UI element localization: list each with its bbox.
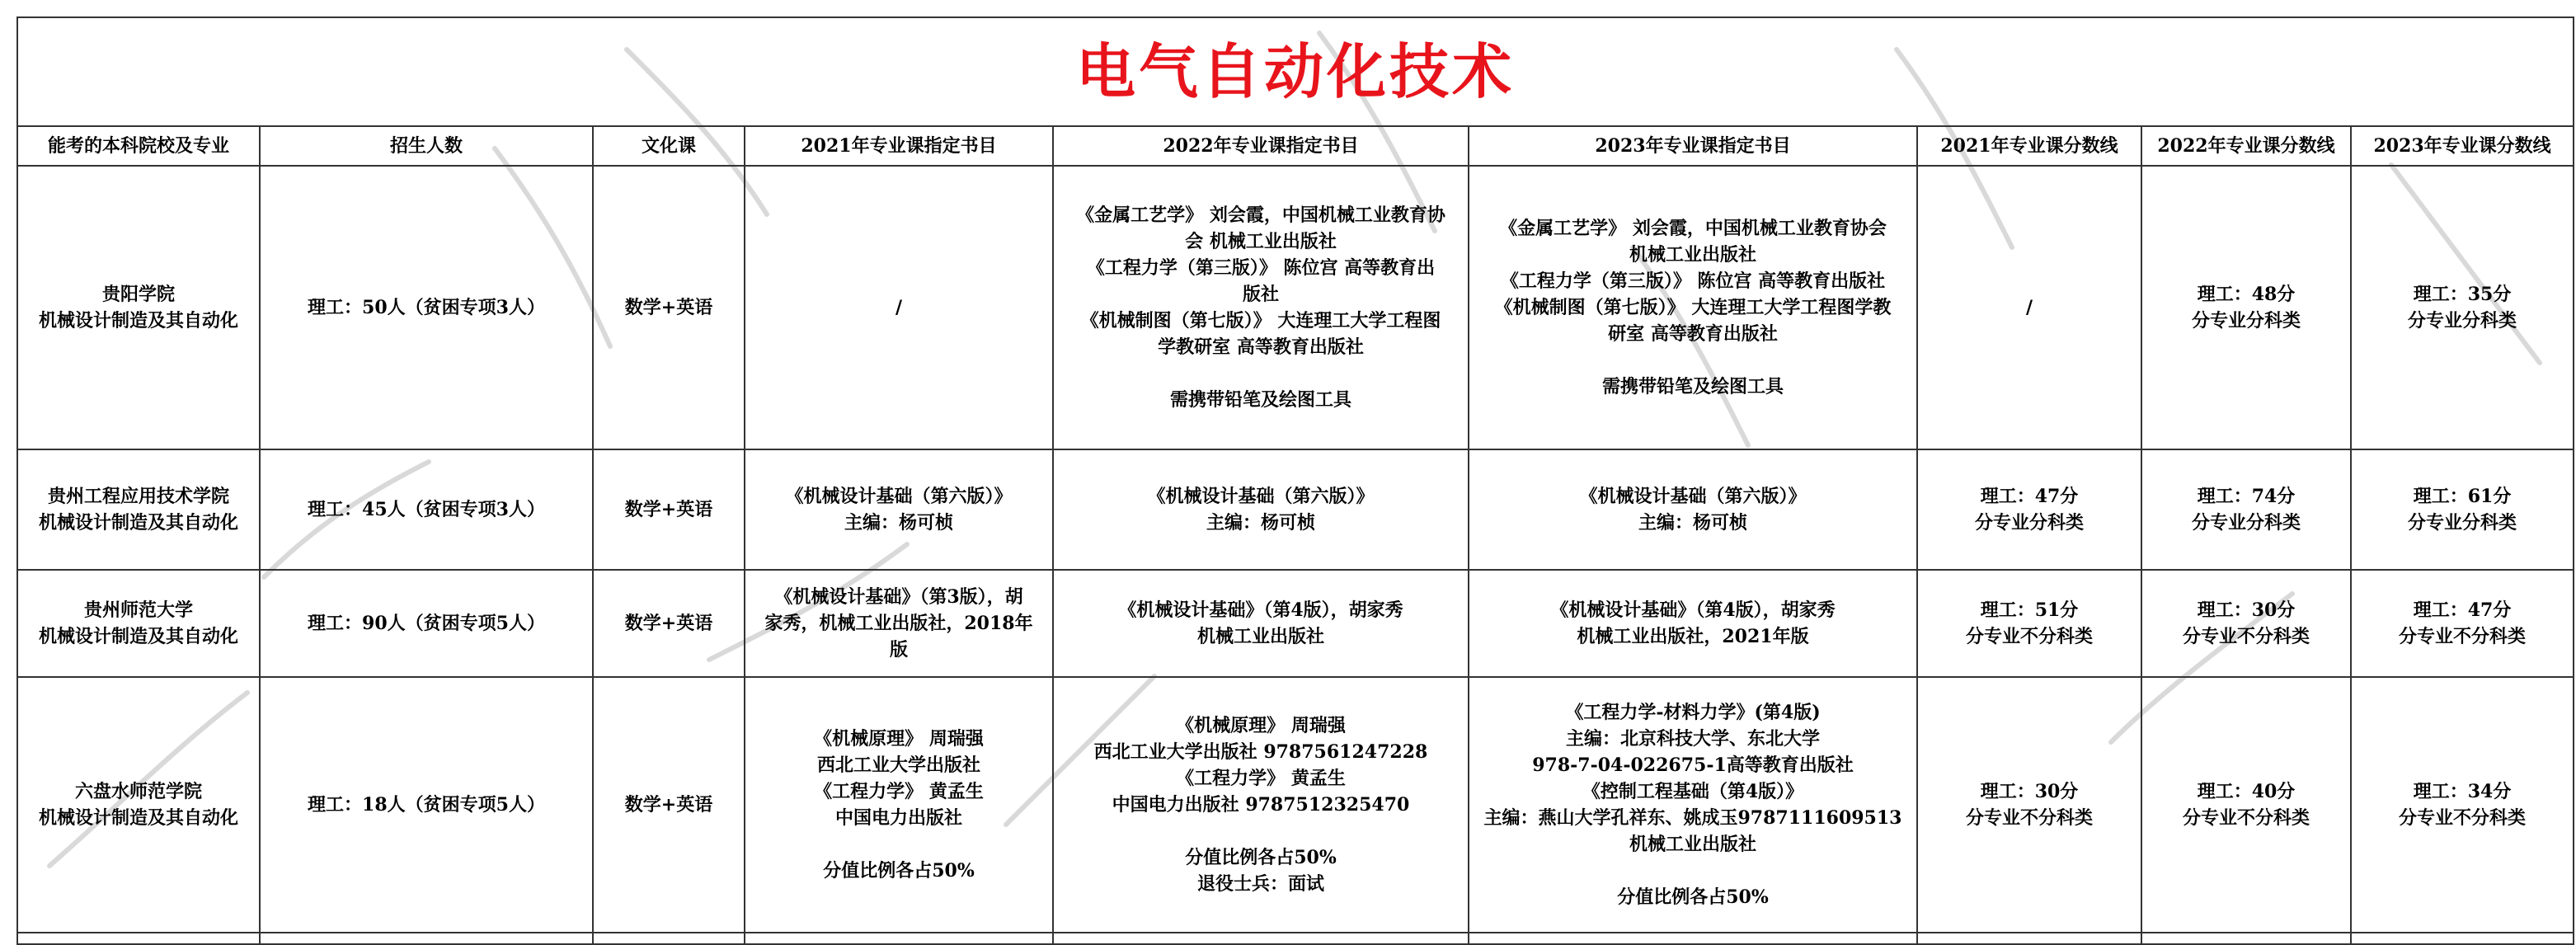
cell-line: 西北工业大学出版社	[816, 755, 980, 776]
cell-text: 理工：18人（贫困专项5人）	[308, 794, 545, 816]
cell-line: 机械工业出版社	[1629, 834, 1756, 855]
cell-line: 会 机械工业出版社	[1185, 231, 1337, 252]
cell-line: 需携带铅笔及绘图工具	[1601, 376, 1784, 397]
cell-line: 机械设计制造及其自动化	[38, 626, 238, 647]
cell-line: 版社	[1242, 284, 1279, 305]
cell-culture	[593, 677, 745, 933]
cell-line: 《机械设计基础》（第3版），胡	[774, 586, 1023, 608]
cell-line: 《工程力学（第三版）》 陈位宫 高等教育出版社	[1500, 270, 1886, 292]
cell-line: 《金属工艺学》 刘会霞，中国机械工业教育协会	[1499, 218, 1887, 239]
header-school: 能考的本科院校及专业	[17, 126, 260, 166]
cell-line: 分值比例各占50%	[1185, 847, 1337, 868]
page-title: 电气自动化技术	[1076, 37, 1516, 106]
cell-line: 主编：杨可桢	[844, 512, 953, 534]
cell-line	[1474, 858, 1911, 884]
cell-line: 分专业分科类	[1974, 512, 2084, 534]
cell-books-2022	[1053, 570, 1469, 677]
cell-line: 贵阳学院	[101, 284, 175, 305]
cell-books-2023	[1469, 166, 1917, 449]
admission-table	[16, 16, 2574, 945]
cell-line: 《机械设计基础（第六版）》	[1147, 486, 1375, 507]
cell-line: 分专业不分科类	[1965, 626, 2093, 647]
cell-line: 机械设计制造及其自动化	[38, 807, 238, 829]
cell-line: 机械设计制造及其自动化	[38, 512, 238, 534]
cell-line: 分专业分科类	[2408, 512, 2517, 534]
cell-culture	[593, 449, 745, 570]
cell-culture	[593, 166, 745, 449]
cell-line: 《工程力学》 黄孟生	[1176, 768, 1346, 789]
cell-line: 理工：47分	[1980, 486, 2079, 507]
cell-line: 分专业不分科类	[2182, 626, 2310, 647]
cell-text: 理工：50人（贫困专项3人）	[308, 297, 545, 318]
cell-books-2023	[1469, 449, 1917, 570]
cell-books-2021	[745, 677, 1053, 933]
table-row	[17, 166, 2574, 449]
cell-line: 978-7-04-022675-1高等教育出版社	[1532, 755, 1854, 776]
header-enroll: 招生人数	[260, 126, 593, 166]
header-score-2022: 2022年专业课分数线	[2141, 126, 2351, 166]
header-books-2022: 2022年专业课指定书目	[1053, 126, 1469, 166]
cell-line: 版	[889, 639, 908, 661]
cell-line: 分专业不分科类	[2399, 807, 2527, 829]
cell-line: 主编：杨可桢	[1206, 512, 1315, 534]
header-score-2021: 2021年专业课分数线	[1917, 126, 2141, 166]
cell-line: 《控制工程基础（第4版）》	[1582, 781, 1804, 802]
cell-line: 分专业不分科类	[1965, 807, 2093, 829]
cell-books-2022	[1053, 166, 1469, 449]
table-row-trailing	[17, 933, 2574, 944]
cell-line: /	[895, 297, 903, 318]
cell-line: 理工：48分	[2197, 284, 2296, 305]
cell-enroll	[260, 166, 593, 449]
cell-score-2021	[1917, 570, 2141, 677]
cell-school	[17, 449, 260, 570]
cell-school	[17, 166, 260, 449]
cell-enroll	[260, 449, 593, 570]
cell-score-2021	[1917, 677, 2141, 933]
cell-line: 机械工业出版社	[1196, 626, 1324, 647]
cell-books-2021	[745, 166, 1053, 449]
cell-line	[1059, 360, 1463, 387]
cell-line: 分专业分科类	[2191, 512, 2301, 534]
cell-text: 数学+英语	[624, 499, 713, 520]
cell-score-2023	[2351, 166, 2574, 449]
cell-score-2023	[2351, 449, 2574, 570]
cell-books-2022	[1053, 449, 1469, 570]
cell-line: 《金属工艺学》 刘会霞，中国机械工业教育协	[1076, 205, 1445, 226]
cell-score-2022	[2141, 166, 2351, 449]
cell-books-2023	[1469, 570, 1917, 677]
cell-text: 数学+英语	[624, 794, 713, 816]
admission-table-sheet	[16, 16, 2573, 945]
cell-line: 《工程力学（第三版）》 陈位宫 高等教育出	[1086, 257, 1436, 279]
cell-text: 理工：90人（贫困专项5人）	[308, 613, 545, 634]
title-cell	[17, 17, 2574, 126]
cell-enroll	[260, 570, 593, 677]
table-row	[17, 677, 2574, 933]
header-score-2023: 2023年专业课分数线	[2351, 126, 2574, 166]
cell-line: 机械工业出版社，2021年版	[1577, 626, 1809, 647]
cell-line: 《机械设计基础（第六版）》	[1579, 486, 1807, 507]
cell-enroll	[260, 677, 593, 933]
cell-line: 贵州工程应用技术学院	[47, 486, 229, 507]
cell-line: 理工：35分	[2413, 284, 2512, 305]
cell-books-2021	[745, 449, 1053, 570]
cell-line: 家秀，机械工业出版社，2018年	[764, 613, 1033, 634]
cell-line: 理工：61分	[2413, 486, 2512, 507]
cell-line: 学教研室 高等教育出版社	[1158, 336, 1364, 358]
cell-line: 《机械设计基础（第六版）》	[785, 486, 1013, 507]
cell-text: 数学+英语	[624, 613, 713, 634]
cell-line: 理工：30分	[1980, 781, 2079, 802]
cell-line	[750, 831, 1047, 858]
cell-line: 《机械制图（第七版）》 大连理工大学工程图	[1080, 310, 1441, 331]
cell-line: 六盘水师范学院	[74, 781, 202, 802]
cell-line	[1474, 347, 1911, 374]
cell-line: 中国电力出版社 9787512325470	[1112, 794, 1410, 816]
cell-line: 分专业不分科类	[2399, 626, 2527, 647]
cell-line: 《机械设计基础》（第4版），胡家秀	[1118, 599, 1403, 621]
cell-line: 分专业分科类	[2408, 310, 2517, 331]
cell-line: 主编：杨可桢	[1638, 512, 1747, 534]
cell-line: /	[2025, 297, 2033, 318]
cell-line: 贵州师范大学	[83, 599, 193, 621]
cell-line: 退役士兵：面试	[1196, 873, 1324, 895]
cell-books-2022	[1053, 677, 1469, 933]
cell-score-2022	[2141, 677, 2351, 933]
cell-line: 研室 高等教育出版社	[1608, 323, 1778, 345]
cell-line: 《工程力学-材料力学》(第4版)	[1565, 702, 1821, 723]
cell-books-2023	[1469, 677, 1917, 933]
cell-line: 主编：燕山大学孔祥东、姚成玉9787111609513	[1483, 807, 1902, 829]
cell-culture	[593, 570, 745, 677]
cell-text: 数学+英语	[624, 297, 713, 318]
cell-line: 《机械原理》 周瑞强	[1176, 715, 1346, 736]
header-culture: 文化课	[593, 126, 745, 166]
cell-line: 理工：34分	[2413, 781, 2512, 802]
cell-school	[17, 677, 260, 933]
cell-line: 《机械制图（第七版）》 大连理工大学工程图学教	[1494, 297, 1892, 318]
cell-line: 《工程力学》 黄孟生	[814, 781, 984, 802]
cell-line: 理工：30分	[2197, 599, 2296, 621]
table-row	[17, 570, 2574, 677]
cell-score-2023	[2351, 677, 2574, 933]
cell-line: 理工：47分	[2413, 599, 2512, 621]
cell-line: 分专业不分科类	[2182, 807, 2310, 829]
cell-line: 机械工业出版社	[1629, 244, 1756, 266]
cell-line	[1059, 818, 1463, 844]
cell-score-2022	[2141, 570, 2351, 677]
cell-score-2022	[2141, 449, 2351, 570]
header-books-2023: 2023年专业课指定书目	[1469, 126, 1917, 166]
cell-books-2021	[745, 570, 1053, 677]
cell-line: 主编：北京科技大学、东北大学	[1565, 728, 1820, 750]
cell-line: 西北工业大学出版社 9787561247228	[1093, 741, 1428, 763]
cell-line: 理工：51分	[1980, 599, 2079, 621]
cell-line: 理工：40分	[2197, 781, 2296, 802]
cell-score-2021	[1917, 449, 2141, 570]
cell-text: 理工：45人（贫困专项3人）	[308, 499, 545, 520]
cell-line: 理工：74分	[2197, 486, 2296, 507]
cell-line: 需携带铅笔及绘图工具	[1169, 389, 1351, 411]
cell-line: 分值比例各占50%	[823, 860, 975, 882]
cell-line: 分专业分科类	[2191, 310, 2301, 331]
cell-score-2023	[2351, 570, 2574, 677]
cell-line: 中国电力出版社	[834, 807, 962, 829]
cell-line: 《机械原理》 周瑞强	[814, 728, 984, 750]
header-books-2021: 2021年专业课指定书目	[745, 126, 1053, 166]
cell-score-2021	[1917, 166, 2141, 449]
cell-line: 分值比例各占50%	[1617, 886, 1769, 908]
table-row	[17, 449, 2574, 570]
cell-school	[17, 570, 260, 677]
cell-line: 《机械设计基础》（第4版），胡家秀	[1550, 599, 1836, 621]
cell-line: 机械设计制造及其自动化	[38, 310, 238, 331]
header-row	[17, 126, 2574, 166]
